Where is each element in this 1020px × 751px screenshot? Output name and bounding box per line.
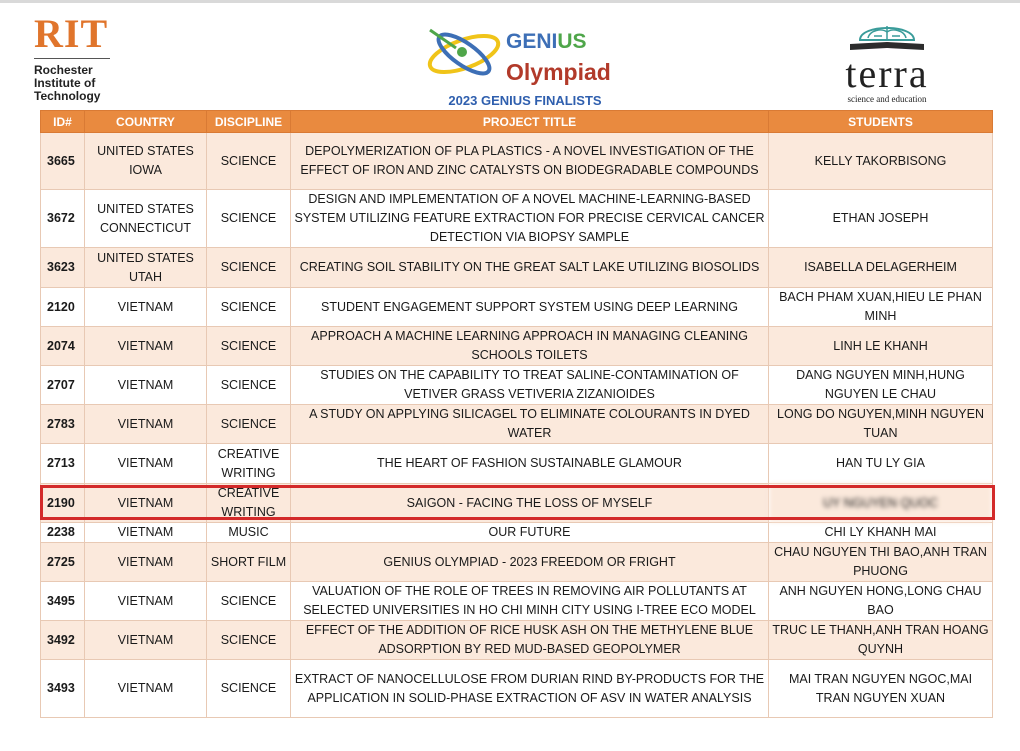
- cell-project-title: APPROACH A MACHINE LEARNING APPROACH IN MANAGING CLEANING SCHOOLS TOILETS: [291, 327, 769, 366]
- cell-country: VIETNAM: [85, 366, 207, 405]
- cell-students: HAN TU LY GIA: [769, 444, 993, 484]
- cell-students: MAI TRAN NGUYEN NGOC,MAI TRAN NGUYEN XUAN: [769, 660, 993, 718]
- cell-students: ETHAN JOSEPH: [769, 190, 993, 248]
- genius-wordmark-part-1: GENI: [506, 30, 558, 53]
- cell-students: LONG DO NGUYEN,MINH NGUYEN TUAN: [769, 405, 993, 444]
- cell-project-title: CREATING SOIL STABILITY ON THE GREAT SALT LAKE UTILIZING BIOSOLIDS: [291, 248, 769, 288]
- cell-project-title: GENIUS OLYMPIAD - 2023 FREEDOM OR FRIGHT: [291, 543, 769, 582]
- top-border: [0, 0, 1020, 3]
- table-row: [41, 133, 993, 190]
- cell-country: VIETNAM: [85, 444, 207, 484]
- table-row: [41, 660, 993, 718]
- cell-discipline: SCIENCE: [207, 405, 291, 444]
- cell-id: 3672: [41, 190, 85, 248]
- cell-students: CHAU NGUYEN THI BAO,ANH TRAN PHUONG: [769, 543, 993, 582]
- cell-students: ANH NGUYEN HONG,LONG CHAU BAO: [769, 582, 993, 621]
- cell-country: VIETNAM: [85, 523, 207, 543]
- cell-discipline: SCIENCE: [207, 248, 291, 288]
- table-row: [41, 366, 993, 405]
- cell-students: DANG NGUYEN MINH,HUNG NGUYEN LE CHAU: [769, 366, 993, 405]
- column-header-country: COUNTRY: [85, 111, 207, 133]
- table-row: [41, 405, 993, 444]
- cell-discipline: MUSIC: [207, 523, 291, 543]
- cell-country: VIETNAM: [85, 621, 207, 660]
- cell-discipline: SCIENCE: [207, 327, 291, 366]
- cell-project-title: THE HEART OF FASHION SUSTAINABLE GLAMOUR: [291, 444, 769, 484]
- cell-id: 3623: [41, 248, 85, 288]
- cell-students: UY NGUYEN QUOC: [769, 484, 993, 523]
- genius-wordmark-part-2: US: [557, 30, 587, 53]
- table-row: [41, 621, 993, 660]
- cell-project-title: A STUDY ON APPLYING SILICAGEL TO ELIMINATE COLOURANTS IN DYED WATER: [291, 405, 769, 444]
- table-body: [41, 133, 993, 718]
- cell-project-title: EXTRACT OF NANOCELLULOSE FROM DURIAN RIND BY-PRODUCTS FOR THE APPLICATION IN SOLID-PHASE EXTRACTION OF ASV IN WATER ANALYSIS: [291, 660, 769, 718]
- cell-country: VIETNAM: [85, 288, 207, 327]
- cell-country: VIETNAM: [85, 582, 207, 621]
- cell-students: ISABELLA DELAGERHEIM: [769, 248, 993, 288]
- cell-project-title: VALUATION OF THE ROLE OF TREES IN REMOVING AIR POLLUTANTS AT SELECTED UNIVERSITIES IN HO CHI MINH CITY USING I-TREE ECO MODEL: [291, 582, 769, 621]
- cell-id: 3665: [41, 133, 85, 190]
- table-row: [41, 543, 993, 582]
- cell-discipline: CREATIVE WRITING: [207, 444, 291, 484]
- cell-country: VIETNAM: [85, 660, 207, 718]
- cell-project-title: OUR FUTURE: [291, 523, 769, 543]
- rit-logo-rule: [34, 58, 110, 59]
- cell-students: CHI LY KHANH MAI: [769, 523, 993, 543]
- terra-logo: [832, 16, 942, 108]
- cell-country: UNITED STATES CONNECTICUT: [85, 190, 207, 248]
- table-row: [41, 444, 993, 484]
- table-row: [41, 327, 993, 366]
- column-header-project-title: PROJECT TITLE: [291, 111, 769, 133]
- table-row: [41, 484, 993, 523]
- cell-discipline: SCIENCE: [207, 190, 291, 248]
- cell-id: 3492: [41, 621, 85, 660]
- cell-students: KELLY TAKORBISONG: [769, 133, 993, 190]
- table-row: [41, 288, 993, 327]
- cell-discipline: SHORT FILM: [207, 543, 291, 582]
- cell-discipline: SCIENCE: [207, 660, 291, 718]
- cell-discipline: SCIENCE: [207, 582, 291, 621]
- cell-country: UNITED STATES IOWA: [85, 133, 207, 190]
- cell-discipline: CREATIVE WRITING: [207, 484, 291, 523]
- cell-discipline: SCIENCE: [207, 366, 291, 405]
- cell-country: VIETNAM: [85, 543, 207, 582]
- table-row: [41, 523, 993, 543]
- book-brain-icon: [842, 16, 932, 56]
- cell-discipline: SCIENCE: [207, 133, 291, 190]
- cell-id: 3493: [41, 660, 85, 718]
- cell-id: 2120: [41, 288, 85, 327]
- genius-olympiad-logo: [420, 22, 640, 112]
- orbit-globe-icon: [422, 22, 502, 84]
- table-row: [41, 190, 993, 248]
- column-header-id: ID#: [41, 111, 85, 133]
- rit-logo: [34, 11, 110, 103]
- page-title: 2023 GENIUS FINALISTS: [448, 93, 602, 108]
- cell-students: TRUC LE THANH,ANH TRAN HOANG QUYNH: [769, 621, 993, 660]
- cell-project-title: SAIGON - FACING THE LOSS OF MYSELF: [291, 484, 769, 523]
- terra-subtitle: science and education: [847, 94, 927, 104]
- cell-project-title: DESIGN AND IMPLEMENTATION OF A NOVEL MACHINE-LEARNING-BASED SYSTEM UTILIZING FEATURE EXTRACTION FOR PRECISE CERVICAL CANCER DETECTION VIA BIOPSY SAMPLE: [291, 190, 769, 248]
- cell-id: 2707: [41, 366, 85, 405]
- cell-id: 2783: [41, 405, 85, 444]
- cell-project-title: DEPOLYMERIZATION OF PLA PLASTICS - A NOVEL INVESTIGATION OF THE EFFECT OF IRON AND ZINC CATALYSTS ON BIODEGRADABLE COMPOUNDS: [291, 133, 769, 190]
- cell-project-title: EFFECT OF THE ADDITION OF RICE HUSK ASH ON THE METHYLENE BLUE ADSORPTION BY RED MUD-BASED GEOPOLYMER: [291, 621, 769, 660]
- cell-students: LINH LE KHANH: [769, 327, 993, 366]
- cell-discipline: SCIENCE: [207, 288, 291, 327]
- cell-id: 2190: [41, 484, 85, 523]
- cell-id: 2238: [41, 523, 85, 543]
- cell-id: 2074: [41, 327, 85, 366]
- cell-id: 2713: [41, 444, 85, 484]
- cell-students: BACH PHAM XUAN,HIEU LE PHAN MINH: [769, 288, 993, 327]
- terra-wordmark: terra: [845, 51, 929, 96]
- rit-subtitle-line-2: Institute of: [34, 76, 96, 90]
- column-header-discipline: DISCIPLINE: [207, 111, 291, 133]
- genius-wordmark: [506, 30, 587, 54]
- finalists-table: [40, 110, 993, 718]
- rit-subtitle-line-1: Rochester: [34, 63, 93, 77]
- cell-id: 3495: [41, 582, 85, 621]
- cell-discipline: SCIENCE: [207, 621, 291, 660]
- column-header-students: STUDENTS: [769, 111, 993, 133]
- cell-country: VIETNAM: [85, 405, 207, 444]
- olympiad-wordmark: Olympiad: [506, 59, 611, 85]
- cell-country: VIETNAM: [85, 327, 207, 366]
- cell-country: VIETNAM: [85, 484, 207, 523]
- table-header-row: [41, 111, 993, 133]
- cell-id: 2725: [41, 543, 85, 582]
- rit-logo-text: RIT: [34, 11, 109, 56]
- table-row: [41, 582, 993, 621]
- cell-project-title: STUDENT ENGAGEMENT SUPPORT SYSTEM USING DEEP LEARNING: [291, 288, 769, 327]
- rit-subtitle-line-3: Technology: [34, 89, 101, 103]
- cell-country: UNITED STATES UTAH: [85, 248, 207, 288]
- table-row: [41, 248, 993, 288]
- cell-project-title: STUDIES ON THE CAPABILITY TO TREAT SALINE-CONTAMINATION OF VETIVER GRASS VETIVERIA ZIZANIOIDES: [291, 366, 769, 405]
